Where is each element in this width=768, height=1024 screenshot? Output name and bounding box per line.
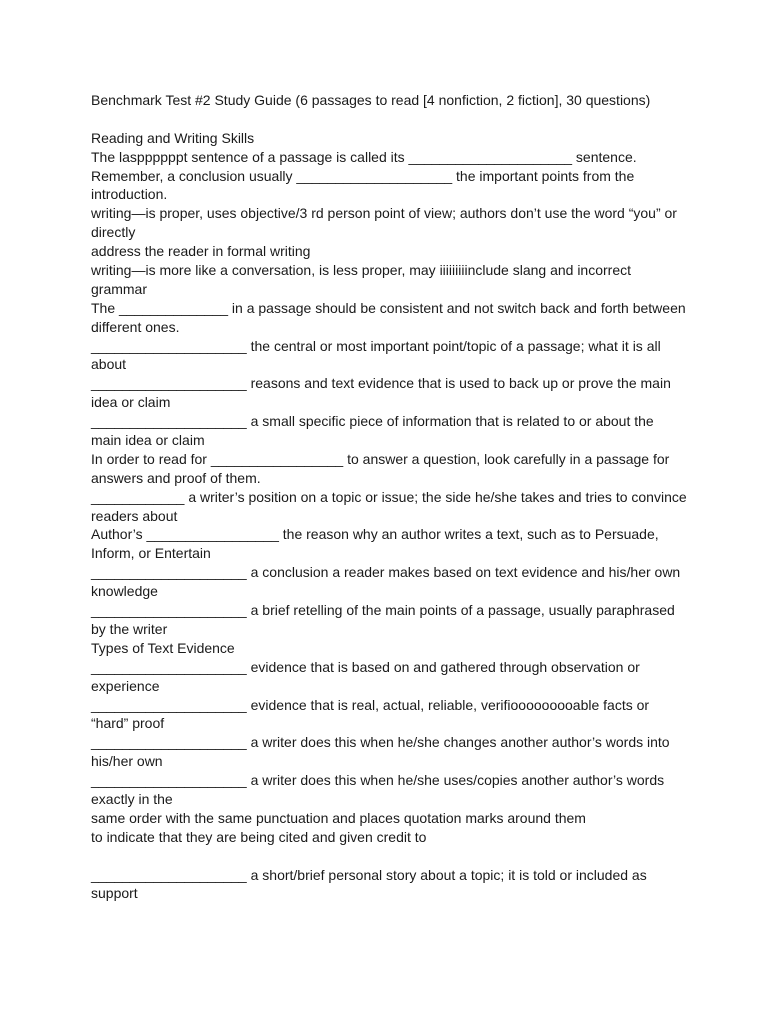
text-line: to indicate that they are being cited and given credit to (91, 828, 427, 845)
text-line: about (91, 356, 127, 373)
text-line: ____________________ evidence that is based on and gathered through observation or (91, 658, 640, 675)
text-line: readers about (91, 507, 178, 524)
blank-line (91, 110, 691, 129)
document-body (91, 91, 691, 903)
text-line: knowledge (91, 583, 158, 600)
text-line: answers and proof of them. (91, 469, 261, 486)
text-line: support (91, 885, 138, 902)
text-line: different ones. (91, 318, 180, 335)
text-line: ____________________ a small specific piece of information that is related to or about the (91, 413, 654, 430)
text-line: experience (91, 677, 160, 694)
text-line: The lasppppppt sentence of a passage is called its _____________________ sentence. (91, 148, 637, 165)
text-line: ____________________ a writer does this when he/she uses/copies another author’s words (91, 772, 665, 789)
text-line: introduction. (91, 186, 168, 203)
text-line: Author’s _________________ the reason why an author writes a text, such as to Persuade, (91, 526, 659, 543)
text-line: by the writer (91, 620, 168, 637)
text-line: writing—is more like a conversation, is less proper, may iiiiiiiiinclude slang and incorrect (91, 262, 631, 279)
text-line: In order to read for _________________ to answer a question, look carefully in a passage for (91, 450, 670, 467)
blank-line (91, 847, 691, 866)
text-line: The ______________ in a passage should be consistent and not switch back and forth between (91, 299, 686, 316)
text-line: writing—is proper, uses objective/3 rd person point of view; authors don’t use the word “you” or (91, 205, 677, 222)
text-line: address the reader in formal writing (91, 243, 311, 260)
text-line: exactly in the (91, 790, 173, 807)
text-line: ____________________ a writer does this when he/she changes another author’s words into (91, 734, 670, 751)
text-line: idea or claim (91, 394, 171, 411)
text-line: ____________ a writer’s position on a topic or issue; the side he/she takes and tries to convince (91, 488, 687, 505)
document-title: Benchmark Test #2 Study Guide (6 passages to read [4 nonfiction, 2 fiction], 30 questions) (91, 92, 651, 108)
text-line: ____________________ evidence that is real, actual, reliable, verifiooooooooable facts or (91, 696, 650, 713)
text-line: ____________________ reasons and text evidence that is used to back up or prove the main (91, 375, 671, 392)
text-line: Remember, a conclusion usually ____________________ the important points from the (91, 167, 635, 184)
text-line: directly (91, 224, 136, 241)
text-line: main idea or claim (91, 432, 205, 449)
text-line: Inform, or Entertain (91, 545, 211, 562)
text-line: Reading and Writing Skills (91, 129, 255, 146)
text-line: ____________________ a short/brief personal story about a topic; it is told or included as (91, 866, 647, 883)
text-line: his/her own (91, 753, 163, 770)
text-line: “hard” proof (91, 715, 165, 732)
text-line: ____________________ a brief retelling of the main points of a passage, usually paraphrased (91, 602, 675, 619)
text-line: ____________________ a conclusion a reader makes based on text evidence and his/her own (91, 564, 681, 581)
text-line: Types of Text Evidence (91, 639, 235, 656)
text-line: same order with the same punctuation and places quotation marks around them (91, 809, 586, 826)
text-line: ____________________ the central or most important point/topic of a passage; what it is all (91, 337, 661, 354)
text-line: grammar (91, 280, 148, 297)
